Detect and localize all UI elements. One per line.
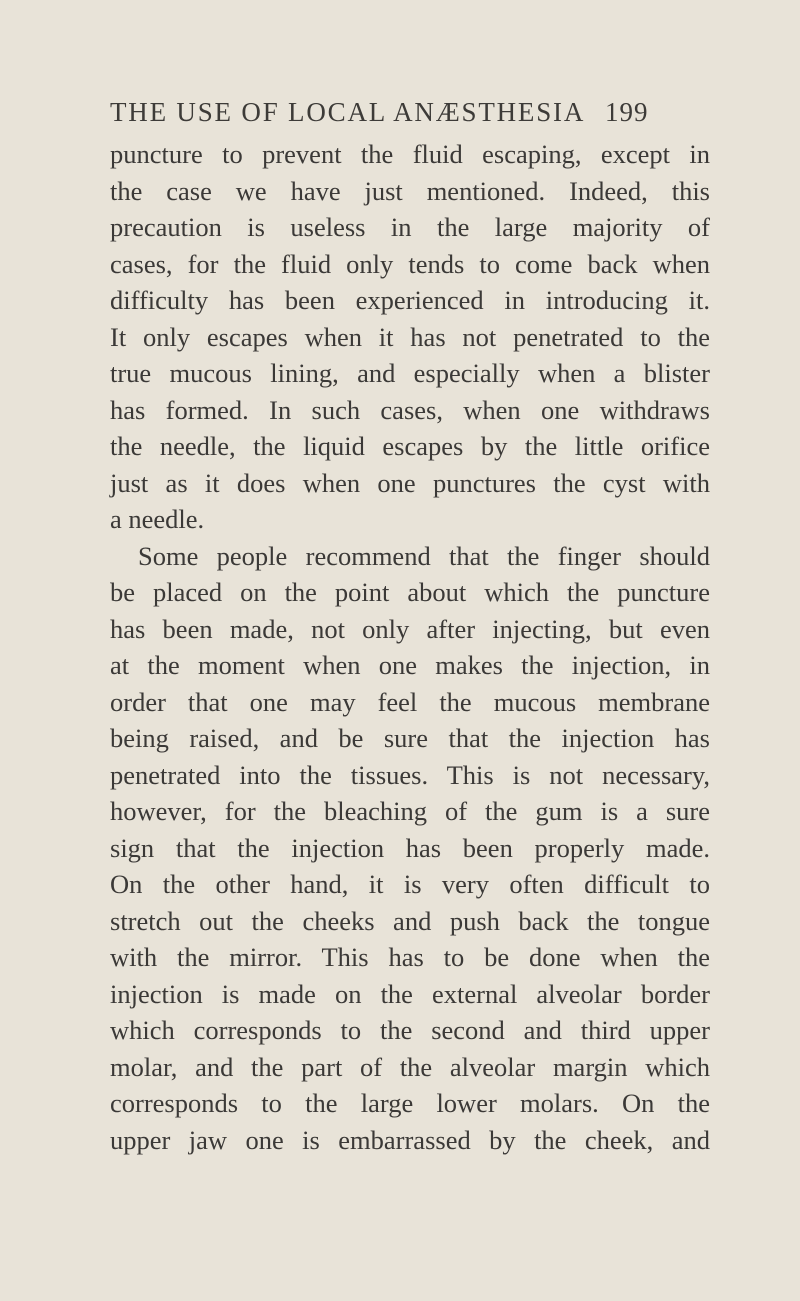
text-line: the needle, the liquid escapes by the little orifice [110,431,710,461]
text-line: however, for the bleaching of the gum is a sure [110,796,710,826]
text-line: true mucous lining, and especially when a blister [110,358,710,388]
text-line: corresponds to the large lower molars. On the [110,1088,710,1118]
text-line: sign that the injection has been properly made. [110,832,710,863]
text-line: the case we have just mentioned. Indeed, this [110,175,710,206]
text-line: a needle. [110,504,205,534]
text-line: injection is made on the external alveolar border [110,978,710,1009]
text-line: with the mirror. This has to be done when the [110,942,710,972]
text-line: puncture to prevent the fluid escaping, except in [110,139,710,169]
body-text [110,136,710,1158]
text-line: difficulty has been experienced in introducing it. [110,285,710,315]
paragraph-2 [110,538,710,1159]
page-number: 199 [605,97,649,127]
running-title: THE USE OF LOCAL ANÆSTHESIA [110,97,586,127]
paragraph-1 [110,136,710,538]
text-line: On the other hand, it is very often difficult to [110,869,710,899]
text-line: which corresponds to the second and third upper [110,1015,710,1045]
text-line: precaution is useless in the large majority of [110,212,710,242]
text-line: cases, for the fluid only tends to come back when [110,248,710,279]
text-line: just as it does when one punctures the cyst with [110,467,710,498]
text-line: has been made, not only after injecting, but even [110,613,710,644]
running-header [110,97,710,128]
text-line: at the moment when one makes the injection, in [110,650,710,680]
text-line: upper jaw one is embarrassed by the cheek, and [110,1124,710,1155]
text-line: penetrated into the tissues. This is not necessary, [110,759,710,790]
text-line: molar, and the part of the alveolar margin which [110,1051,710,1082]
text-line: order that one may feel the mucous membrane [110,686,710,717]
text-line: stretch out the cheeks and push back the tongue [110,905,710,936]
text-line: be placed on the point about which the puncture [110,577,710,607]
text-line: has formed. In such cases, when one withdraws [110,394,710,425]
text-line: Some people recommend that the finger should [138,540,710,571]
text-line: being raised, and be sure that the injection has [110,723,710,753]
text-line: It only escapes when it has not penetrated to the [110,321,710,352]
